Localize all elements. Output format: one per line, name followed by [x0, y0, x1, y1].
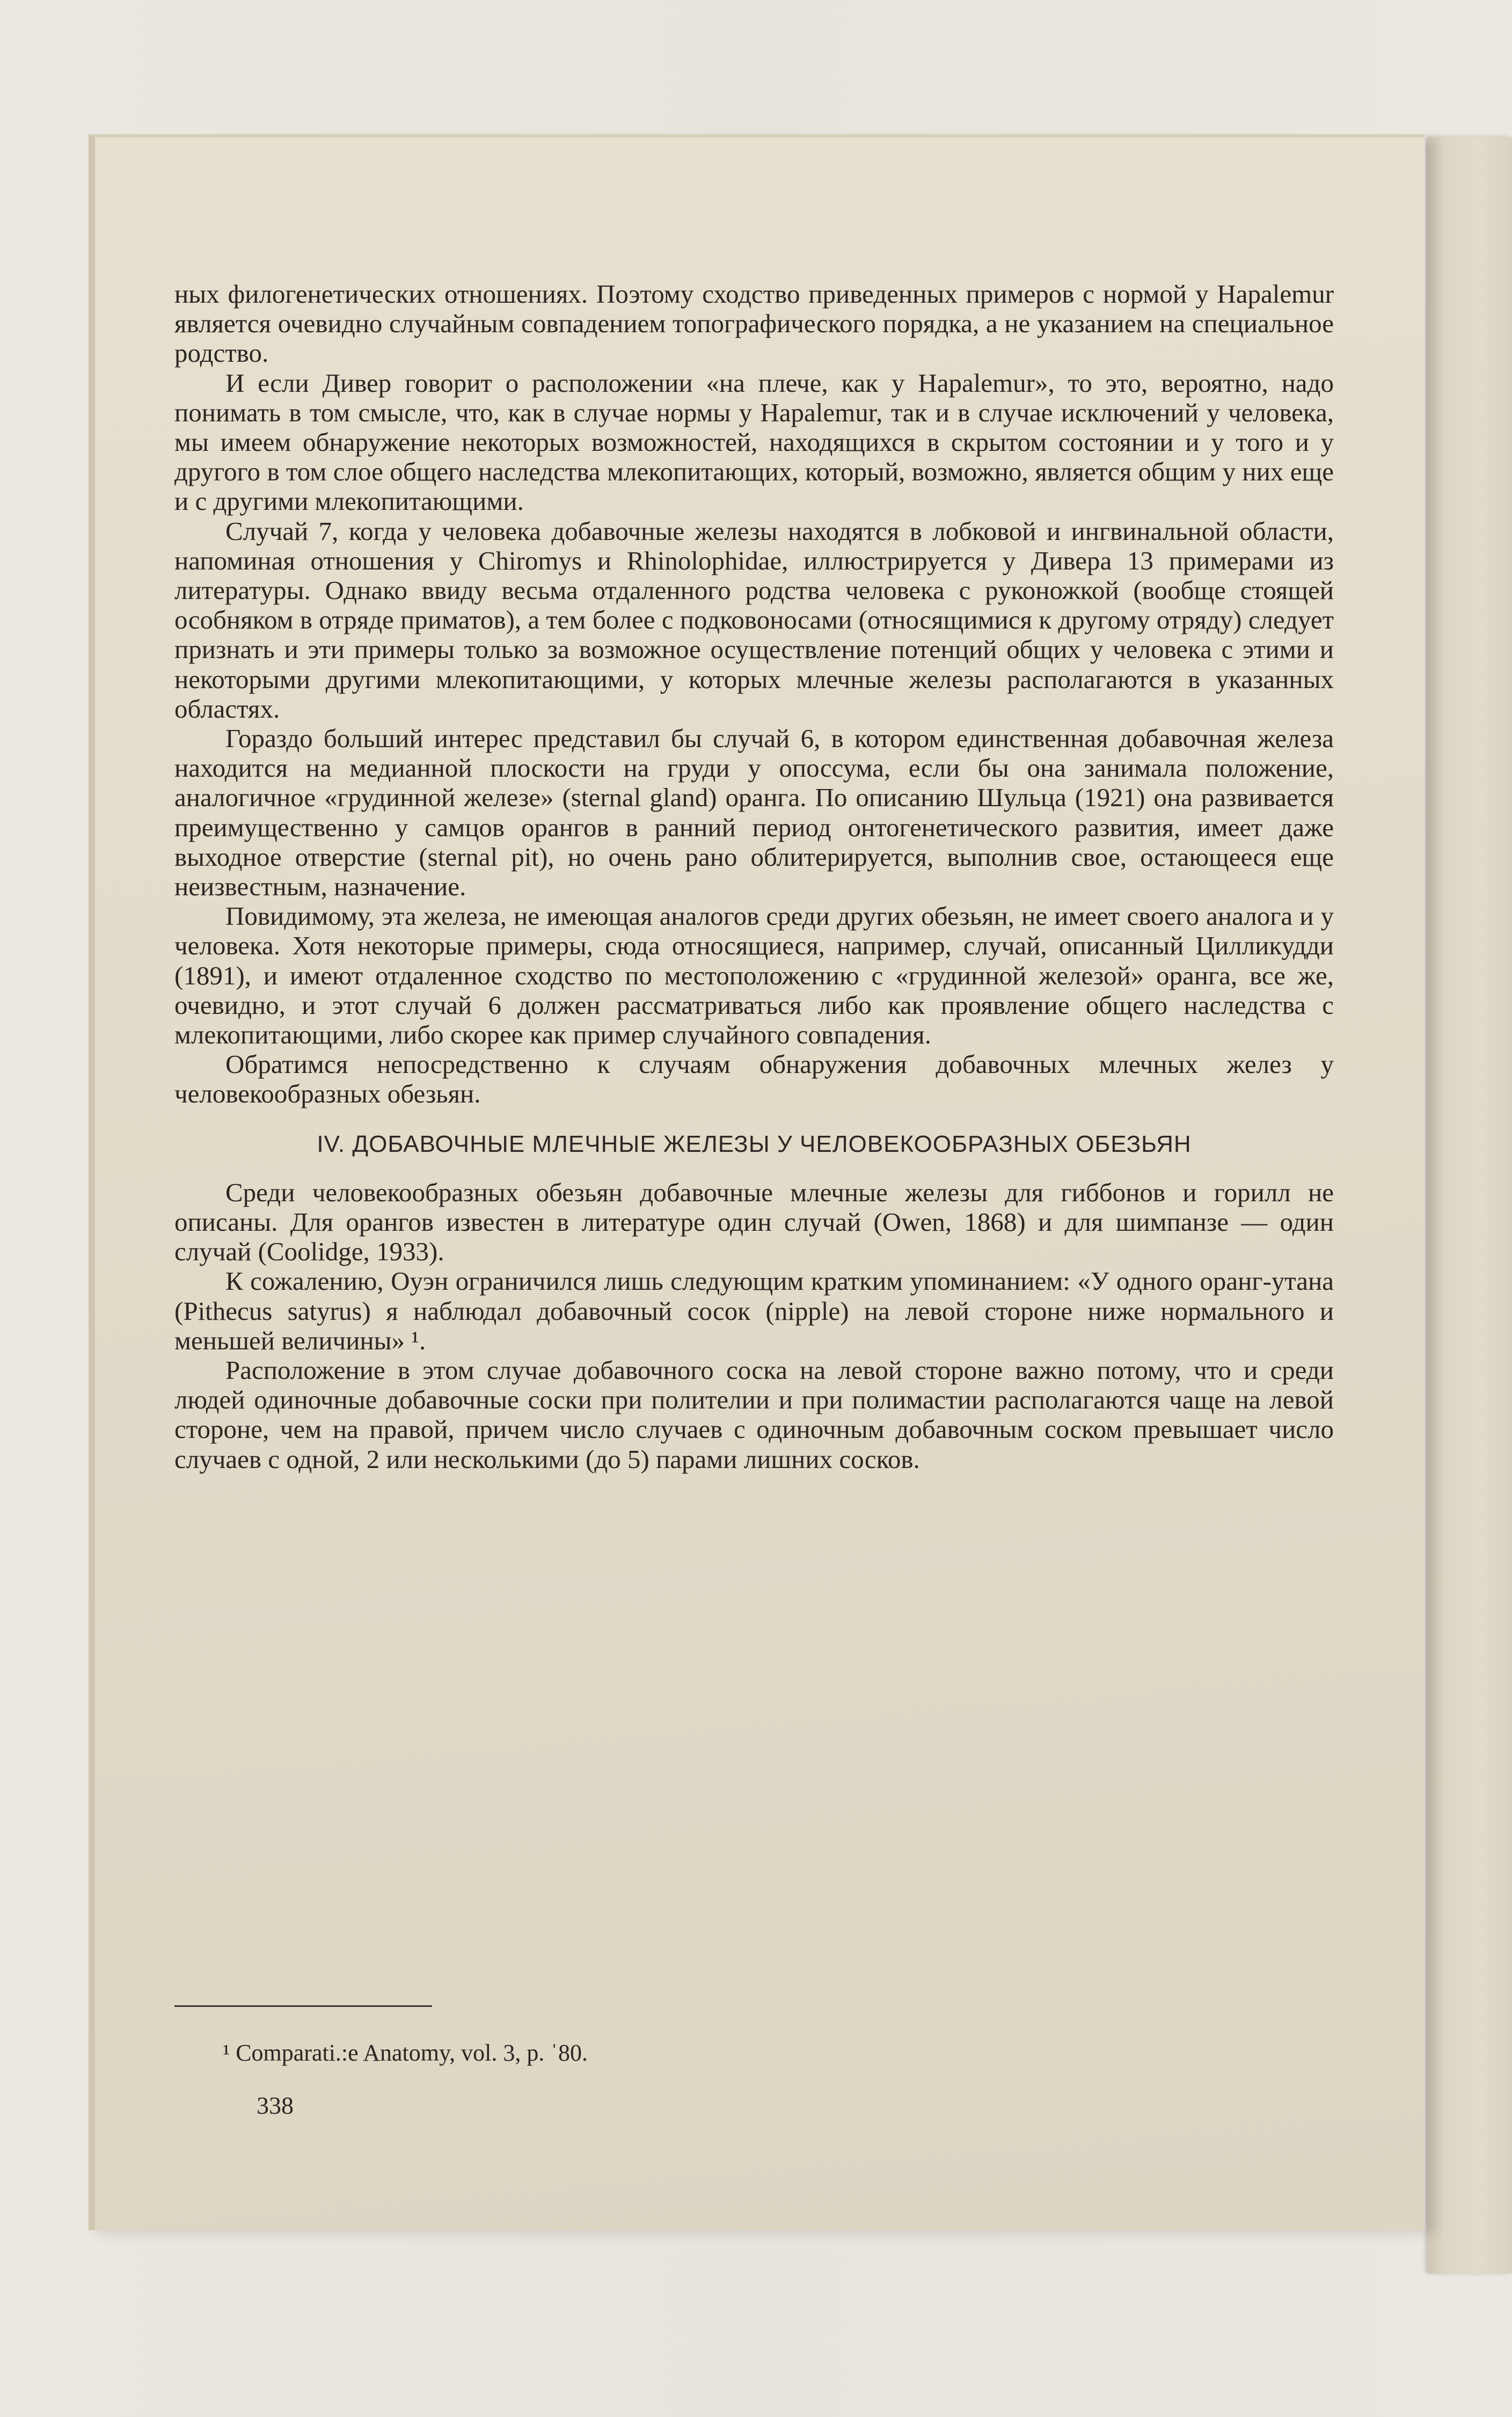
section-heading: IV. ДОБАВОЧНЫЕ МЛЕЧНЫЕ ЖЕЛЕЗЫ У ЧЕЛОВЕКООБРАЗНЫХ ОБЕЗЬЯН [317, 1130, 1192, 1157]
page-number: 338 [257, 2092, 294, 2119]
paragraph-6: Обратимся непосредственно к случаям обнаружения добавочных млечных желез у человекообразных обезьян. [174, 1049, 1334, 1109]
paragraph-3: Случай 7, когда у человека добавочные железы находятся в лобковой и ингвинальной области, напоминая отношения у Chiromys и Rhinolophidae, иллюстрируется у Дивера 13 примерами из литературы. Однако ввиду весьма отдаленного родства человека с руконожкой (вообще стоящей особняком в отряде приматов), а тем более с подковоносами (относящимися к другому отряду) следует признать и эти примеры только за возможное осуществление потенций общих у человека с этими и некоторыми другими млекопитающими, у которых млечные железы располагаются в указанных областях. [174, 516, 1334, 724]
paragraph-5: Повидимому, эта железа, не имеющая аналогов среди других обезьян, не имеет своего аналога и у человека. Хотя некоторые примеры, сюда относящиеся, например, случай, описанный Цилликудди (1891), и имеют отдаленное сходство по местоположению с «грудинной железой» оранга, все же, очевидно, и этот случай 6 должен рассматриваться либо как проявление общего наследства с млекопитающими, либо скорее как пример случайного совпадения. [174, 901, 1334, 1050]
main-text [174, 279, 1334, 1474]
next-page-edge [1428, 137, 1512, 2273]
paragraph-1: ных филогенетических отношениях. Поэтому сходство приведенных примеров с нормой у Hapalemur является очевидно случайным совпадением топографического порядка, а не указанием на специальное родство. [174, 279, 1334, 368]
paragraph-9: Расположение в этом случае добавочного соска на левой стороне важно потому, что и среди людей одиночные добавочные соски при полителии и при полимастии располагаются чаще на левой стороне, чем на правой, причем число случаев с одиночным добавочным соском превышает число случаев с одной, 2 или несколькими (до 5) парами лишних сосков. [174, 1355, 1334, 1474]
footnote: ¹ Comparati.:e Anatomy, vol. 3, p. ˈ80. [223, 2040, 588, 2066]
paragraph-7: Среди человекообразных обезьян добавочные млечные железы для гиббонов и горилл не описаны. Для орангов известен в литературе один случай (Owen, 1868) и для шимпанзе — один случай (Coolidge, 1933). [174, 1177, 1334, 1267]
paragraph-4: Гораздо больший интерес представил бы случай 6, в котором единственная добавочная железа находится на медианной плоскости на груди у опоссума, если бы она занимала положение, аналогичное «грудинной железе» (sternal gland) оранга. По описанию Шульца (1921) она развивается преимущественно у самцов орангов в ранний период онтогенетического развития, имеет даже выходное отверстие (sternal pit), но очень рано облитерируется, выполнив свое, остающееся еще неизвестным, назначение. [174, 724, 1334, 902]
paragraph-8: К сожалению, Оуэн ограничился лишь следующим кратким упоминанием: «У одного оранг-утана (Pithecus satyrus) я наблюдал добавочный сосок (nipple) на левой стороне ниже нормального и меньшей величины» ¹. [174, 1266, 1334, 1355]
footnote-rule [174, 2005, 432, 2007]
paragraph-2: И если Дивер говорит о расположении «на плече, как у Hapalemur», то это, вероятно, надо понимать в том смысле, что, как в случае нормы у Hapalemur, так и в случае исключений у человека, мы имеем обнаружение некоторых возможностей, находящихся в скрытом состоянии и у того и у другого в том слое общего наследства млекопитающих, который, возможно, является общим у них еще и с другими млекопитающими. [174, 368, 1334, 516]
